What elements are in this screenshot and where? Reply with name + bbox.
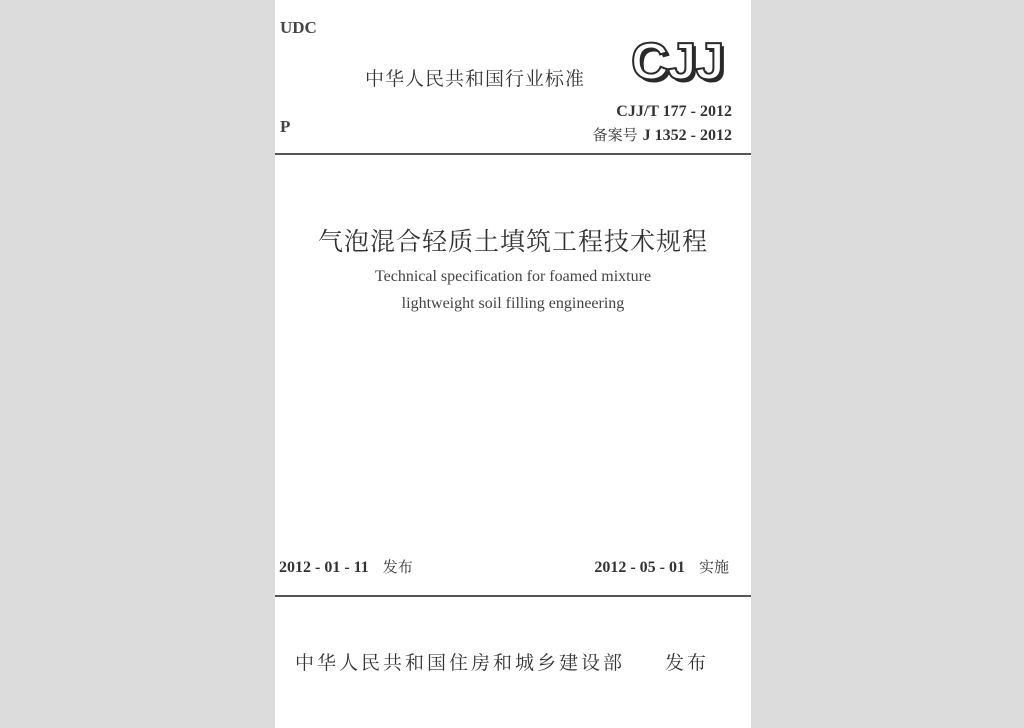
filing-value: J 1352 - 2012: [642, 127, 732, 144]
title-english-line2: lightweight soil filling engineering: [401, 295, 625, 312]
udc-label: UDC: [280, 18, 317, 37]
issue-date: [279, 556, 413, 577]
cover-page: [275, 0, 751, 728]
implement-date-value: 2012 - 05 - 01: [594, 559, 685, 576]
classification-label: P: [280, 117, 291, 136]
industry-standard-heading: 中华人民共和国行业标准: [365, 68, 586, 90]
implement-verb: 实施: [698, 558, 729, 576]
cjj-logo: CJJ: [631, 33, 724, 91]
issue-verb: 发布: [382, 558, 413, 576]
issue-date-value: 2012 - 01 - 11: [279, 559, 369, 576]
title-english-line1: Technical specification for foamed mixture: [374, 268, 652, 285]
implement-date: [594, 556, 729, 577]
title-chinese: 气泡混合轻质土填筑工程技术规程: [317, 227, 708, 256]
filing-number: [593, 124, 732, 145]
top-divider: [275, 153, 751, 155]
filing-label: 备案号: [592, 126, 638, 144]
bottom-divider: [275, 595, 751, 597]
standard-code: CJJ/T 177 - 2012: [616, 103, 732, 120]
publisher-verb: 发布: [665, 652, 710, 674]
publisher: 中华人民共和国住房和城乡建设部: [295, 652, 626, 674]
